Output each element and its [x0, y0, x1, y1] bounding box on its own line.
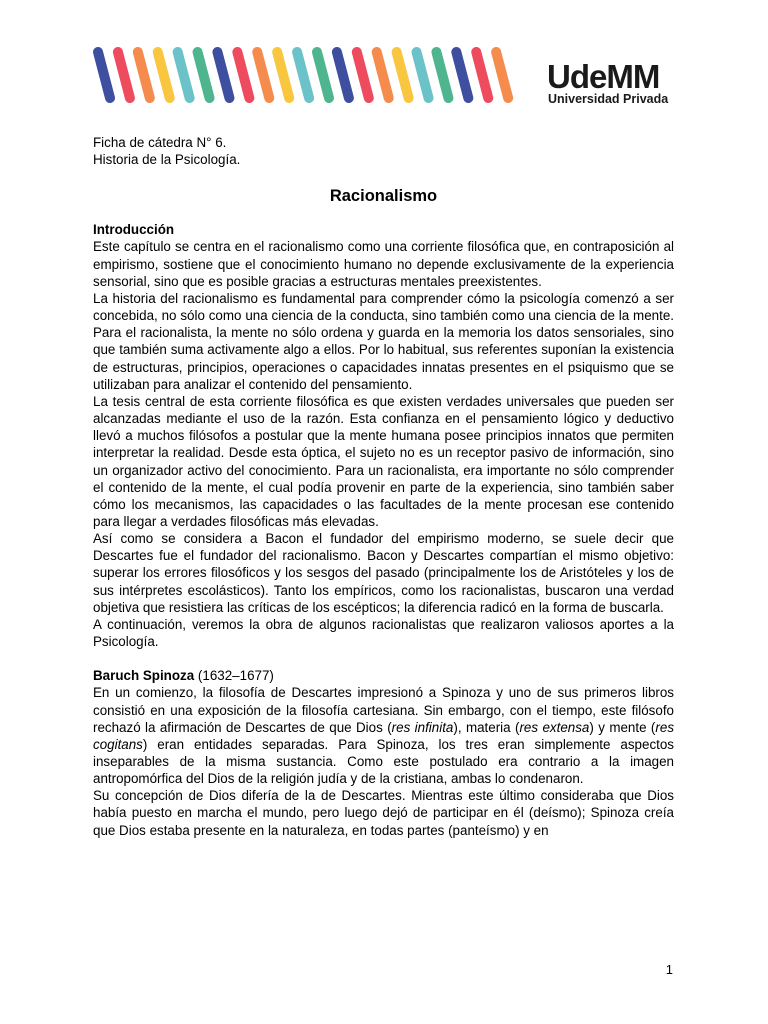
stripe	[436, 52, 448, 98]
decorative-stripes	[92, 46, 522, 110]
spinoza-p1-italic-1: res infinita	[391, 719, 454, 735]
udemm-logo	[547, 60, 672, 112]
intro-paragraph-1: Este capítulo se centra en el racionalismo como una corriente filosófica que, en contraposición al empirismo, sostiene que el conocimiento humano no depende exclusivamente de la experiencia sensorial, sino que es posible gracias a estructuras mentales preexistentes.	[93, 239, 674, 289]
stripe	[297, 52, 309, 98]
intro-paragraph-2: La historia del racionalismo es fundamental para comprender cómo la psicología comenzó a ser concebida, no sólo como una ciencia de la conducta, sino también como una ciencia de la mente. Para el racionalista, la mente no sólo ordena y guarda en la memoria los datos sensoriales, sino que también suma activamente algo a ellos. Por lo habitual, sus referentes suponían la existencia de estructuras, principios, operaciones o capacidades innatas presentes en el psiquismo que se utilizaban para analizar el contenido del pensamiento.	[93, 290, 674, 392]
logo-wordmark: UdeMM	[547, 58, 660, 95]
document-body	[93, 134, 674, 839]
stripe	[357, 52, 369, 98]
stripe	[277, 52, 289, 98]
spinoza-name: Baruch Spinoza	[93, 668, 195, 684]
spinoza-paragraph-1	[93, 684, 674, 787]
intro-paragraph-5: A continuación, veremos la obra de algunos racionalistas que realizaron valiosos aportes a la Psicología.	[93, 616, 674, 650]
spinoza-p1-text-a: En un comienzo, la filosofía de Descartes impresionó a Spinoza y uno de sus primeros libros consistió en una exposición de la filosofía cartesiana. Sin embargo, con el tiempo, este filósofo rechazó la afirmación de Descartes de que Dios (	[93, 685, 674, 735]
spinoza-p1-text-b: ), materia (	[453, 719, 520, 735]
page-header	[0, 0, 768, 120]
document-meta-line-1: Ficha de cátedra N° 6.	[93, 135, 227, 150]
stripe	[476, 52, 488, 98]
stripe	[456, 52, 468, 98]
spinoza-p1-text-c: ) y mente (	[589, 719, 656, 735]
stripe	[217, 52, 229, 98]
spinoza-dates: (1632–1677)	[194, 668, 274, 684]
stripe	[138, 52, 150, 98]
stripe	[496, 52, 508, 98]
section-spacer	[93, 650, 674, 667]
stripe	[397, 52, 409, 98]
stripe	[417, 52, 429, 98]
stripe	[377, 52, 389, 98]
stripe	[158, 52, 170, 98]
document-meta-line-2: Historia de la Psicología.	[93, 152, 241, 168]
intro-paragraph-4: Así como se considera a Bacon el fundador del empirismo moderno, se suele decir que Descartes fue el fundador del racionalismo. Bacon y Descartes compartían el mismo objetivo: superar los errores filosóficos y los sesgos del pasado (principalmente los de Aristóteles y los de sus intérpretes escolásticos). Tanto los empíricos, como los racionalistas, buscaron una verdad objetiva que resistiera las críticas de los escépticos; la diferencia radicó en la forma de buscarla.	[93, 531, 674, 615]
stripe	[257, 52, 269, 98]
spinoza-p1-italic-3: res cogitans	[93, 719, 675, 752]
stripe	[337, 52, 349, 98]
stripe	[118, 52, 130, 98]
intro-paragraph-3: La tesis central de esta corriente filosófica es que existen verdades universales que pueden ser alcanzadas mediante el uso de la razón. Esta confianza en el pensamiento lógico y deductivo llevó a muchos filósofos a postular que la mente humana posee principios innatos que permiten interpretar la realidad. Desde esta óptica, el sujeto no es un receptor pasivo de información, sino un organizador activo del conocimiento. Para un racionalista, era importante no sólo comprender el contenido de la mente, el cual podía provenir en parte de la experiencia, sino también saber cómo los mecanismos, las capacidades o las facultades de la mente procesan ese contenido para llegar a verdades filosóficas más elevadas.	[93, 393, 674, 529]
spinoza-heading	[93, 667, 674, 684]
stripe	[317, 52, 329, 98]
stripe	[237, 52, 249, 98]
intro-heading: Introducción	[93, 222, 175, 238]
spinoza-p1-italic-2: res extensa	[519, 719, 590, 735]
page-number: 1	[665, 962, 673, 977]
stripe	[98, 52, 110, 98]
stripe	[198, 52, 210, 98]
document-title: Racionalismo	[329, 187, 438, 206]
logo-subtitle: Universidad Privada	[548, 92, 669, 106]
stripe	[178, 52, 190, 98]
spinoza-paragraph-2: Su concepción de Dios difería de la de Descartes. Mientras este último consideraba que Dios había puesto en marcha el mundo, pero luego dejó de participar en él (deísmo); Spinoza creía que Dios estaba presente en la naturaleza, en todas partes (panteísmo) y en	[93, 788, 674, 838]
spinoza-p1-text-d: ) eran entidades separadas. Para Spinoza, los tres eran simplemente aspectos inseparables de la misma sustancia. Como este postulado era contrario a la imagen antropomórfica del Dios de la religión judía y de la cristiana, ambas lo condenaron.	[93, 736, 674, 787]
